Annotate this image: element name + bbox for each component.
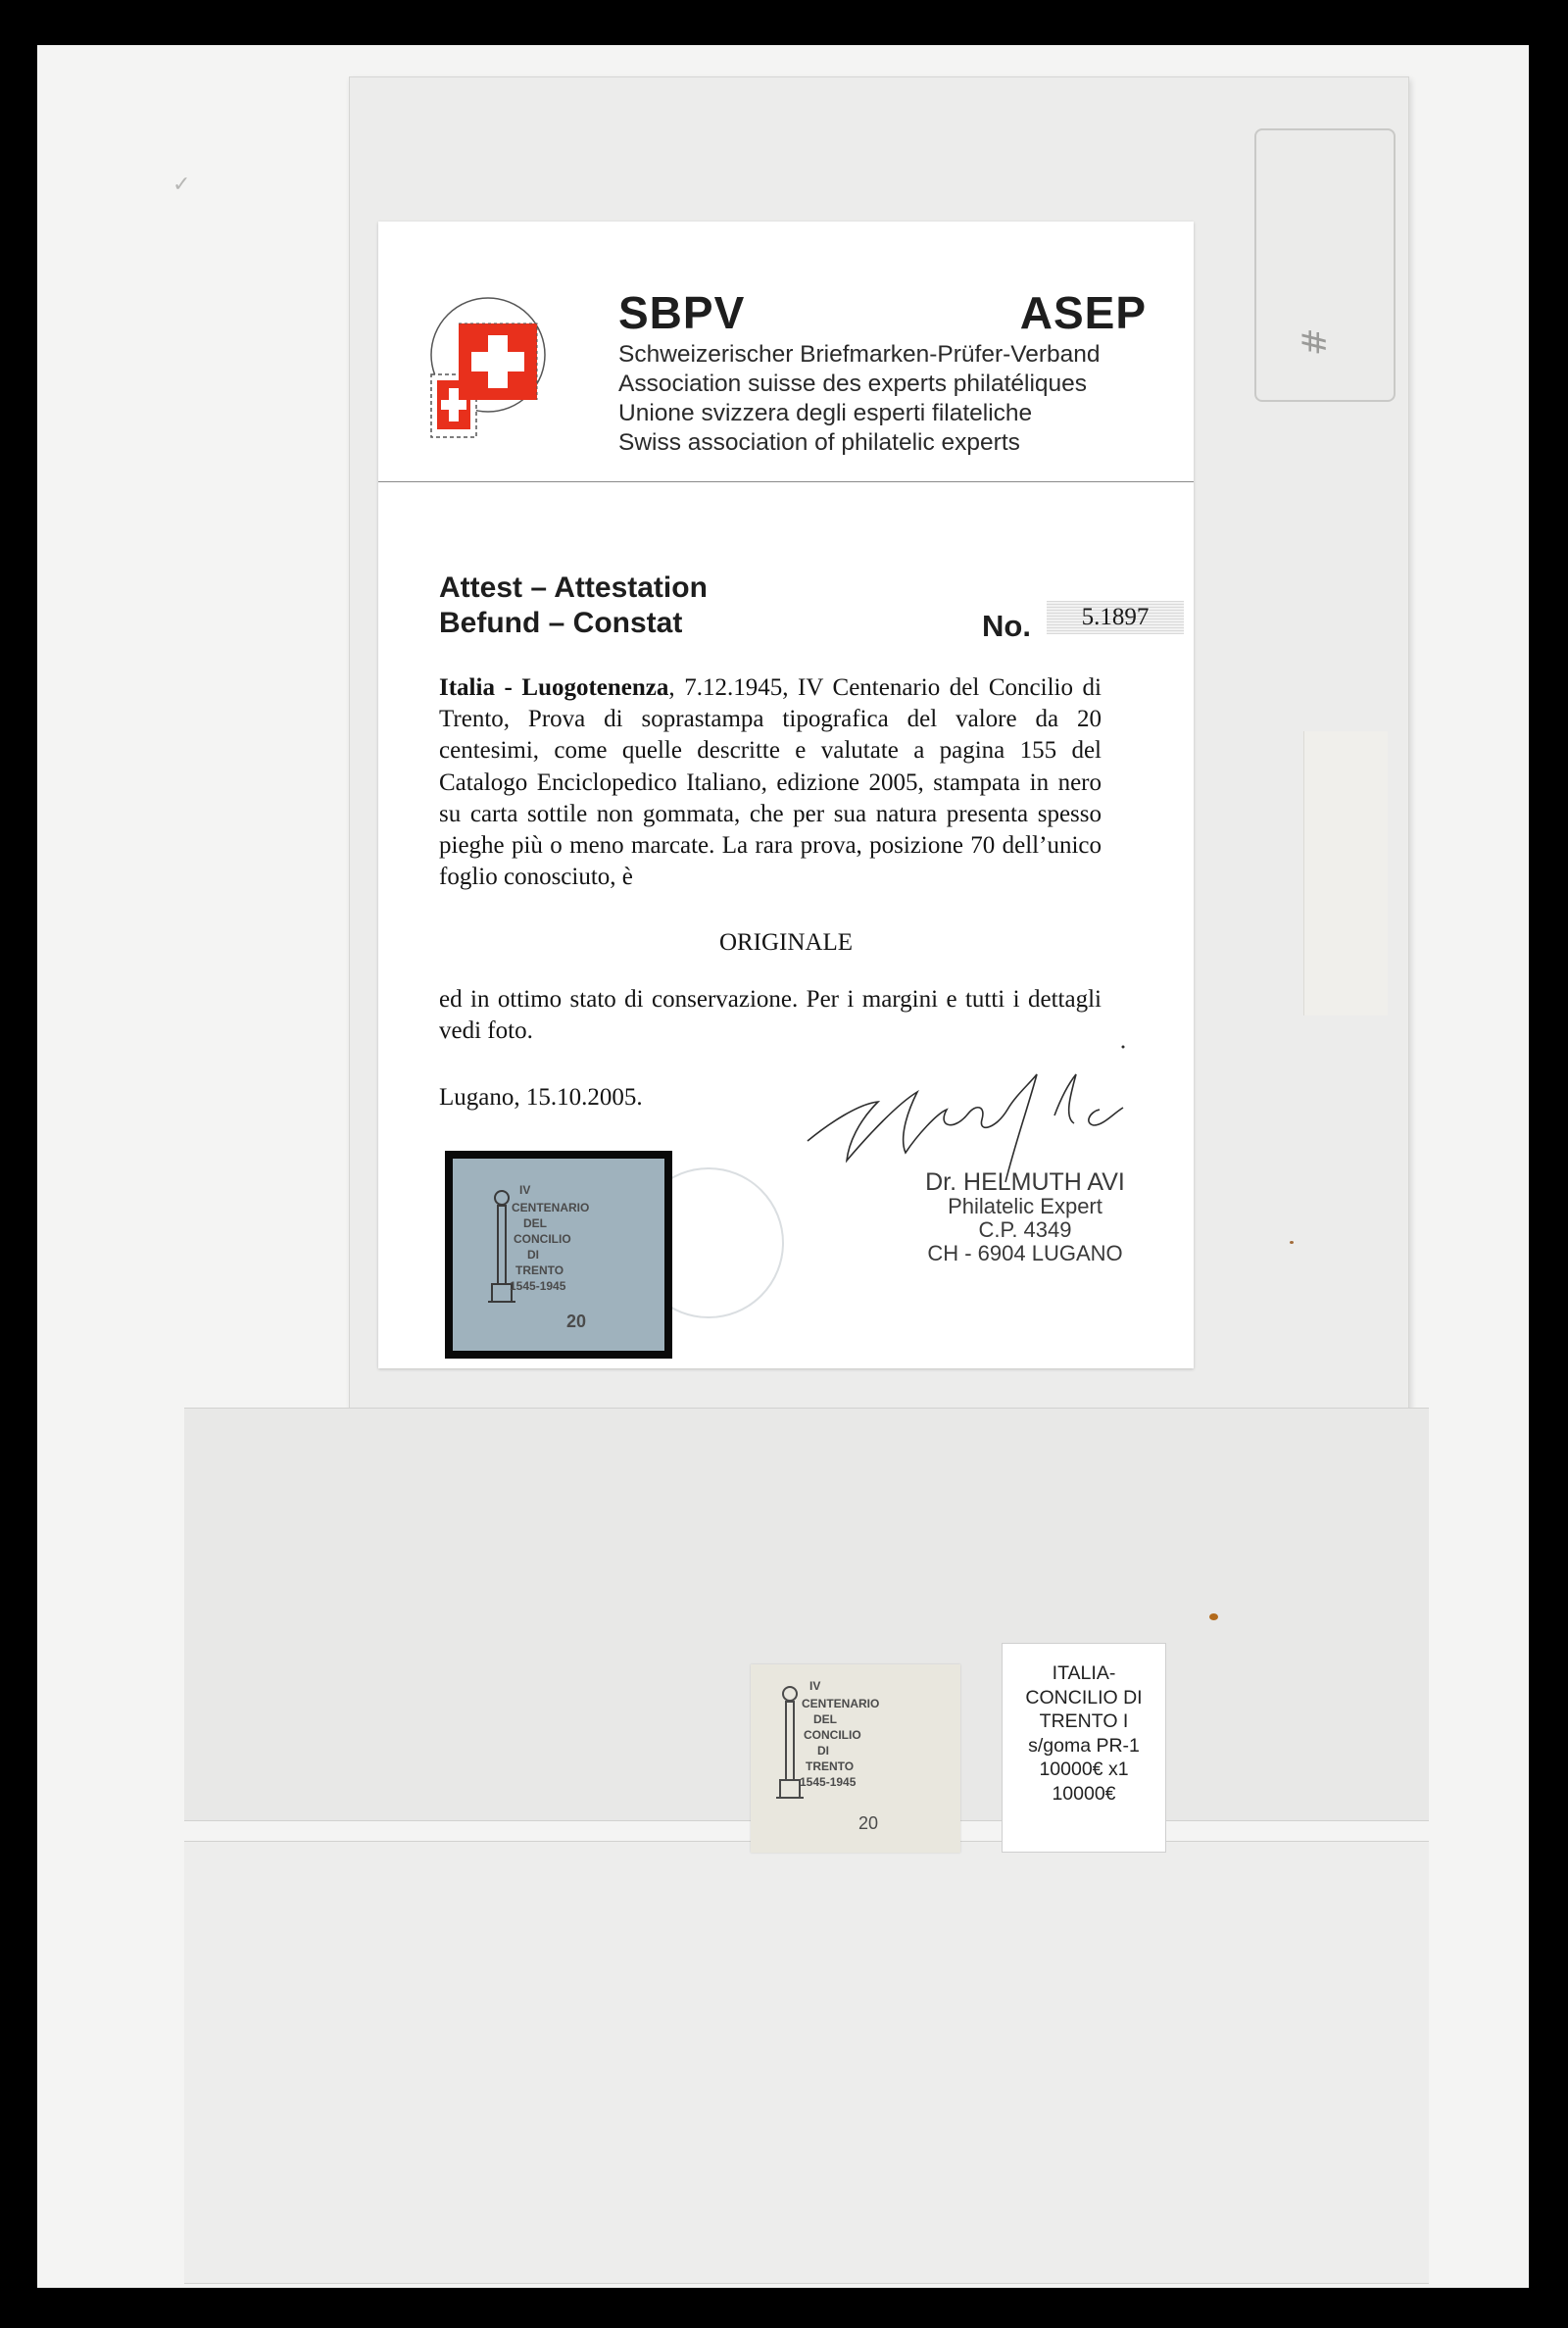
price-card-line-5: 10000€ x1	[1039, 1758, 1129, 1780]
expert-name: Dr. HELMUTH AVI	[925, 1168, 1125, 1196]
org-name-it: Unione svizzera degli esperti filateliche	[618, 400, 1033, 426]
proof-stamp	[751, 1664, 960, 1853]
heading-attest: Attest – Attestation	[439, 571, 708, 604]
verdict: ORIGINALE	[718, 929, 854, 956]
stain	[1209, 1613, 1218, 1620]
proof-line-6: TRENTO	[806, 1759, 855, 1773]
org-name-fr: Association suisse des experts philatéliques	[618, 371, 1088, 397]
org-abbreviation-fr: ASEP	[1019, 287, 1147, 338]
overprint-line-4: CONCILIO	[514, 1232, 571, 1246]
proof-line-3: DEL	[813, 1712, 837, 1726]
issue-description: , 7.12.1945, IV Centenario del Concilio di Trento, Prova di soprastampa tipografica del valore da 20 centesimi, come quelle descritte e valutate a pagina 155 del Catalogo Enciclopedico Italiano, edizione 2005, stampata in nero su carta sottile non gommata, che per sua natura presenta spesso pieghe più o meno marcate. La rara prova, posizione 70 dell’unico foglio conosciuto, è	[439, 674, 1102, 891]
faded-sticker	[1303, 731, 1388, 1015]
expert-po-box: C.P. 4349	[978, 1217, 1072, 1242]
overprint-line-6: TRENTO	[515, 1263, 564, 1277]
hinge-label	[1254, 128, 1396, 402]
spot	[1290, 1241, 1294, 1244]
condition-statement: ed in ottimo stato di conservazione. Per i margini e tutti i dettagli vedi foto.	[439, 986, 1102, 1045]
proof-line-5: DI	[817, 1744, 829, 1758]
expert-city: CH - 6904 LUGANO	[927, 1241, 1123, 1265]
proof-value: 20	[858, 1813, 879, 1833]
pencil-notation: #	[1296, 327, 1335, 356]
proof-line-7: 1545-1945	[800, 1775, 857, 1789]
overprint-line-3: DEL	[523, 1216, 547, 1230]
overprint-line-7: 1545-1945	[510, 1279, 566, 1293]
overprint-line-1: IV	[519, 1183, 531, 1197]
org-name-de: Schweizerischer Briefmarken-Prüfer-Verband	[618, 341, 1101, 368]
place-date: Lugano, 15.10.2005.	[439, 1084, 643, 1111]
heading-befund: Befund – Constat	[439, 607, 683, 639]
sbpv-logo-icon	[429, 286, 547, 443]
certificate-body	[439, 672, 1102, 893]
stock-strip-lower	[184, 1841, 1429, 2284]
org-name-en: Swiss association of philatelic experts	[618, 429, 1020, 456]
price-card-line-1: ITALIA-	[1052, 1662, 1116, 1684]
price-card-line-4: s/goma PR-1	[1028, 1734, 1140, 1757]
overprint-proof-image	[453, 1159, 664, 1351]
album-page	[37, 45, 1529, 2288]
proof-stamp-image	[751, 1664, 960, 1853]
price-card-line-2: CONCILIO DI	[1025, 1686, 1143, 1709]
overprint-value: 20	[566, 1312, 587, 1331]
stamp-photo	[445, 1151, 672, 1359]
price-card-line-6: 10000€	[1052, 1782, 1116, 1805]
proof-line-2: CENTENARIO	[802, 1697, 880, 1710]
expert-title: Philatelic Expert	[948, 1194, 1102, 1218]
issue-name: Italia - Luogotenenza	[439, 674, 669, 701]
proof-line-1: IV	[809, 1679, 821, 1693]
overprint-line-5: DI	[527, 1248, 539, 1262]
org-abbreviation-de: SBPV	[618, 287, 746, 338]
price-card	[1002, 1643, 1166, 1853]
proof-line-4: CONCILIO	[804, 1728, 861, 1742]
certificate-header	[378, 222, 1194, 482]
number-label: No.	[982, 609, 1031, 643]
overprint-line-2: CENTENARIO	[512, 1201, 590, 1214]
certificate-number: 5.1897	[1047, 601, 1184, 634]
pencil-mark: ✓	[172, 173, 191, 197]
expert-certificate	[378, 222, 1194, 1368]
price-card-line-3: TRENTO I	[1039, 1710, 1129, 1732]
price-card-text	[1003, 1661, 1165, 1806]
stamp-photo-paper	[453, 1159, 664, 1351]
